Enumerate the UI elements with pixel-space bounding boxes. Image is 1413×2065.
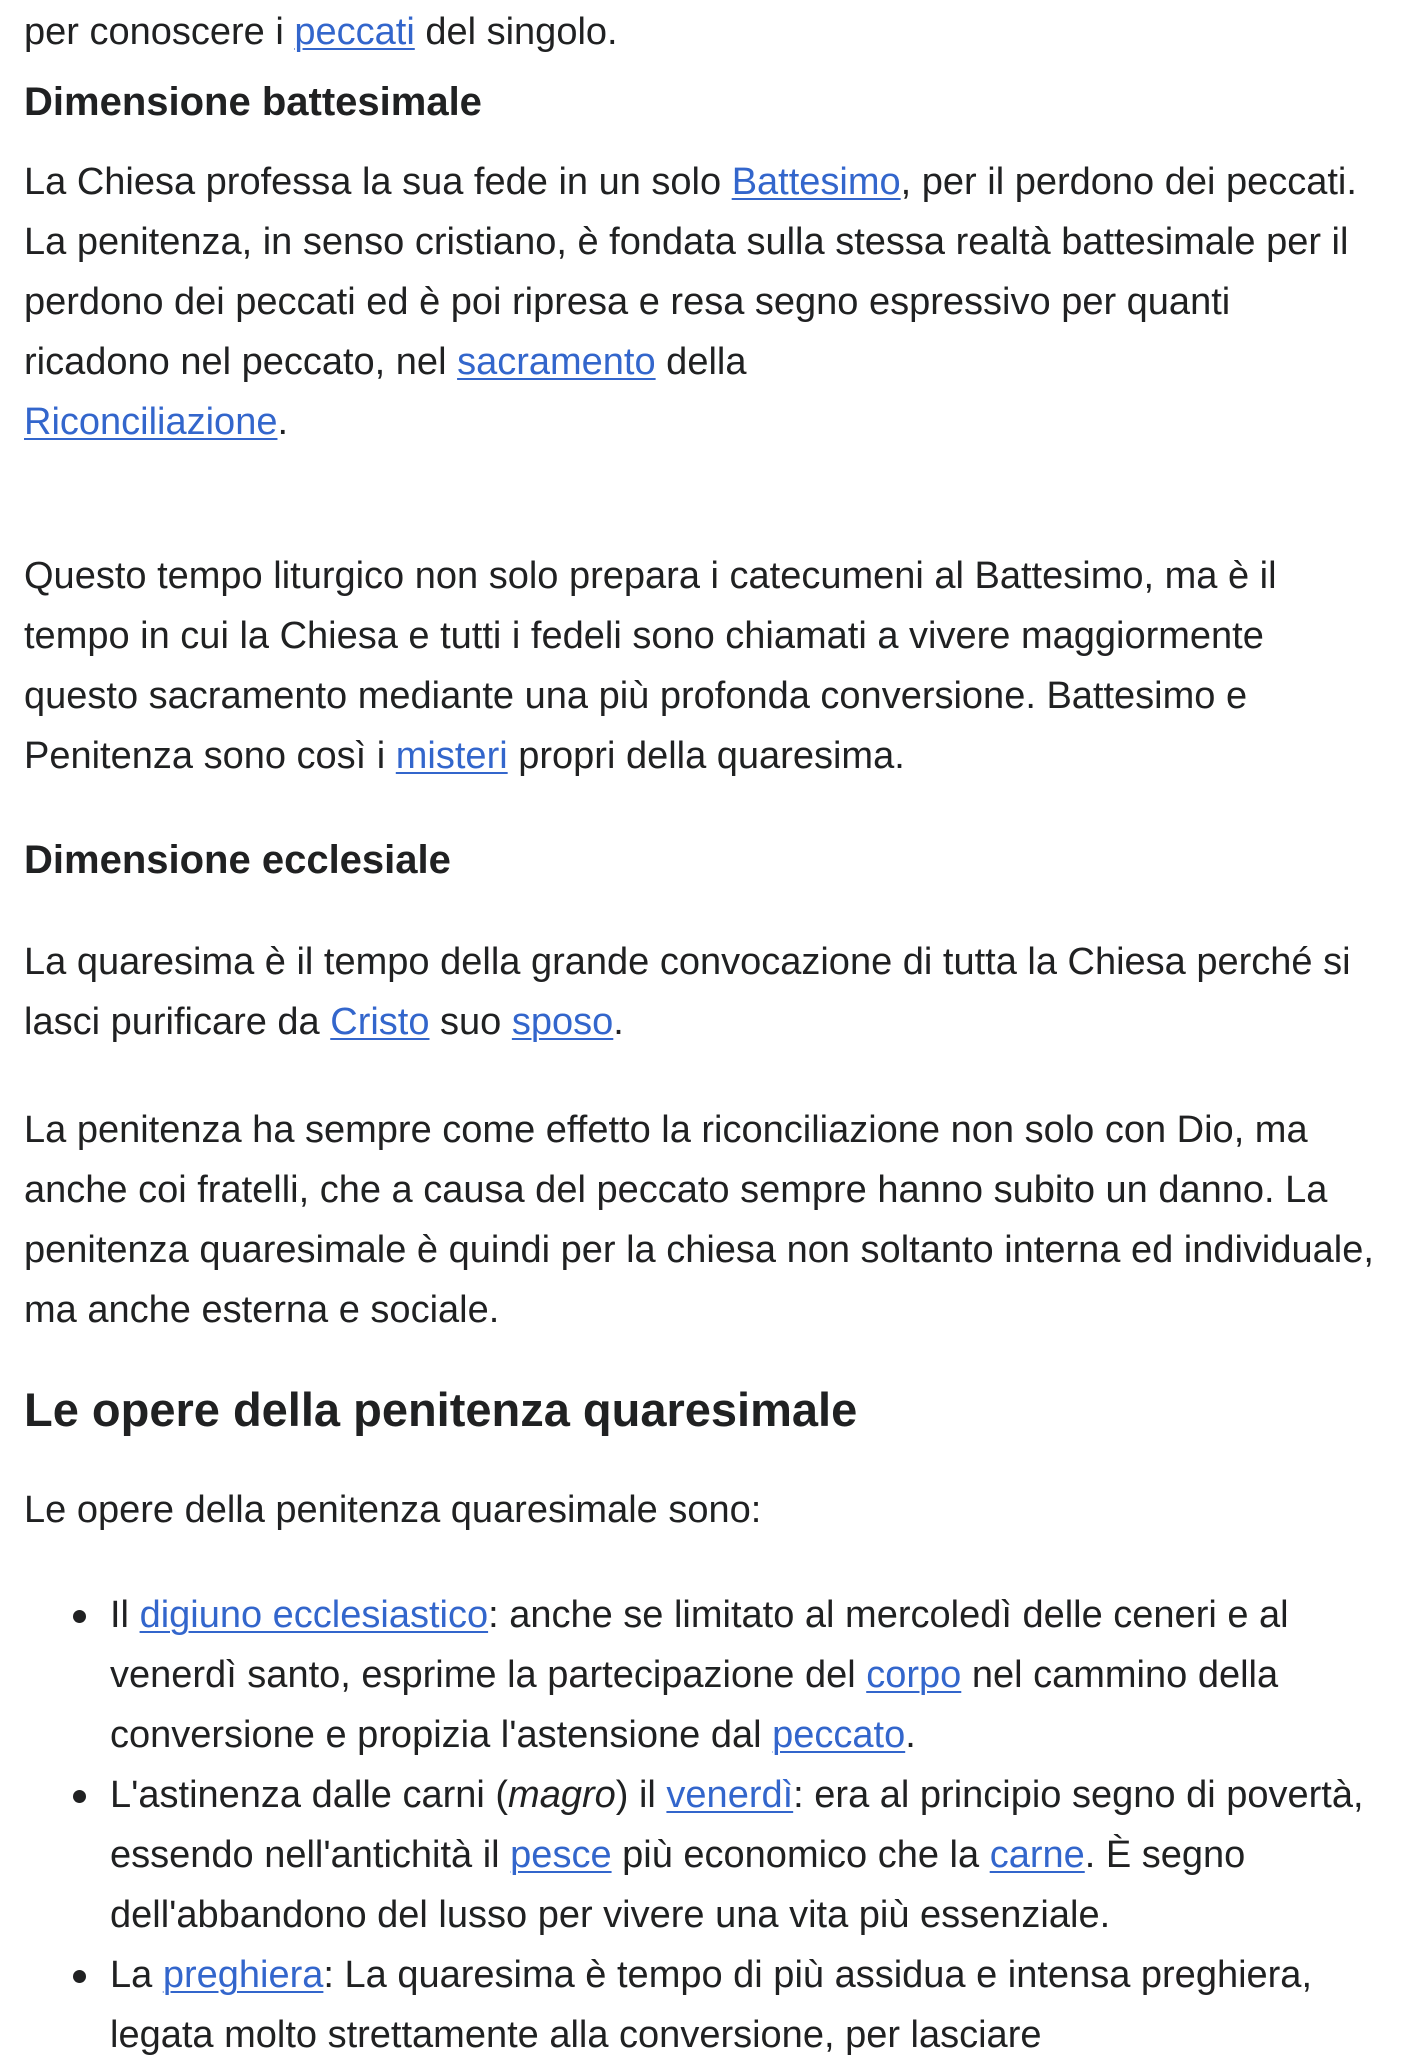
bullet-icon [73,1790,86,1803]
heading-dimensione-ecclesiale: Dimensione ecclesiale [24,838,451,882]
paragraph-opere-intro: Le opere della penitenza quaresimale sono: [24,1489,762,1531]
link-riconciliazione[interactable]: Riconciliazione [24,401,278,443]
text: L'astinenza dalle carni ( [110,1774,509,1816]
text: La quaresima è il tempo della grande convocazione di tutta la Chiesa perché si lasci purificare da [24,941,1351,1043]
link-pesce[interactable]: pesce [510,1834,612,1876]
link-misteri[interactable]: misteri [395,735,508,777]
text: : anche se limitato al mercoledì delle ceneri e al venerdì santo, esprime la partecipazione del [110,1594,1289,1696]
link-preghiera[interactable]: preghiera [162,1954,324,1996]
link-battesimo[interactable]: Battesimo [731,161,901,203]
paragraph-battesimale-2 [24,546,1379,786]
emphasis-magro: magro [508,1774,616,1816]
text: La Chiesa professa la sua fede in un solo [24,161,732,203]
heading-opere-penitenza: Le opere della penitenza quaresimale [24,1383,858,1436]
link-sacramento[interactable]: sacramento [457,341,656,383]
link-corpo[interactable]: corpo [866,1654,962,1696]
heading-dimensione-battesimale: Dimensione battesimale [24,80,482,124]
list-item-digiuno [24,1585,1379,1765]
text: del singolo. [414,11,618,53]
paragraph-ecclesiale-1 [24,932,1379,1052]
link-digiuno-ecclesiastico[interactable]: digiuno ecclesiastico [139,1594,489,1636]
list-item-preghiera [24,1945,1379,2065]
opere-list [24,1585,1379,2065]
text: per conoscere i [24,11,295,53]
text: della [655,341,747,383]
link-peccato[interactable]: peccato [772,1714,906,1756]
link-peccati[interactable]: peccati [294,11,415,53]
text: . [277,401,289,443]
text: Il [110,1594,140,1636]
text: , per il perdono dei peccati. La penitenza, in senso cristiano, è fondata sulla stessa realtà battesimale per il perdono dei peccati ed è poi ripresa e resa segno espressivo per quanti ricadono nel peccato, nel [24,161,1357,383]
paragraph-ecclesiale-2: La penitenza ha sempre come effetto la riconciliazione non solo con Dio, ma anche coi fratelli, che a causa del peccato sempre hanno subito un danno. La penitenza quaresimale è quindi per la chiesa non soltanto interna ed individuale, ma anche esterna e sociale. [24,1109,1374,1331]
list-item-astinenza [24,1765,1379,1945]
text: nel cammino della conversione e propizia l'astensione dal [110,1654,1279,1756]
link-carne[interactable]: carne [989,1834,1085,1876]
text: La [110,1954,163,1996]
link-venerdi[interactable]: venerdì [666,1774,794,1816]
text: suo [429,1001,512,1043]
link-cristo[interactable]: Cristo [330,1001,430,1043]
text: Questo tempo liturgico non solo prepara i catecumeni al Battesimo, ma è il tempo in cui la Chiesa e tutti i fedeli sono chiamati a vivere maggiormente questo sacramento mediante una più profonda conversione. Battesimo e Penitenza sono così i [24,555,1277,777]
text: . [905,1714,916,1756]
bullet-icon [73,1610,86,1623]
text: : era al principio segno di povertà, essendo nell'antichità il [110,1774,1364,1876]
text: . [613,1001,624,1043]
text: più economico che la [611,1834,990,1876]
text: . È segno dell'abbandono del lusso per vivere una vita più essenziale. [110,1834,1246,1936]
text: propri della quaresima. [507,735,905,777]
text: : La quaresima è tempo di più assidua e intensa preghiera, legata molto strettamente alla conversione, per lasciare [110,1954,1313,2056]
link-sposo[interactable]: sposo [511,1001,614,1043]
bullet-icon [73,1970,86,1983]
paragraph-fragment [24,2,618,62]
text: ) il [615,1774,667,1816]
paragraph-battesimale-1 [24,152,1379,452]
